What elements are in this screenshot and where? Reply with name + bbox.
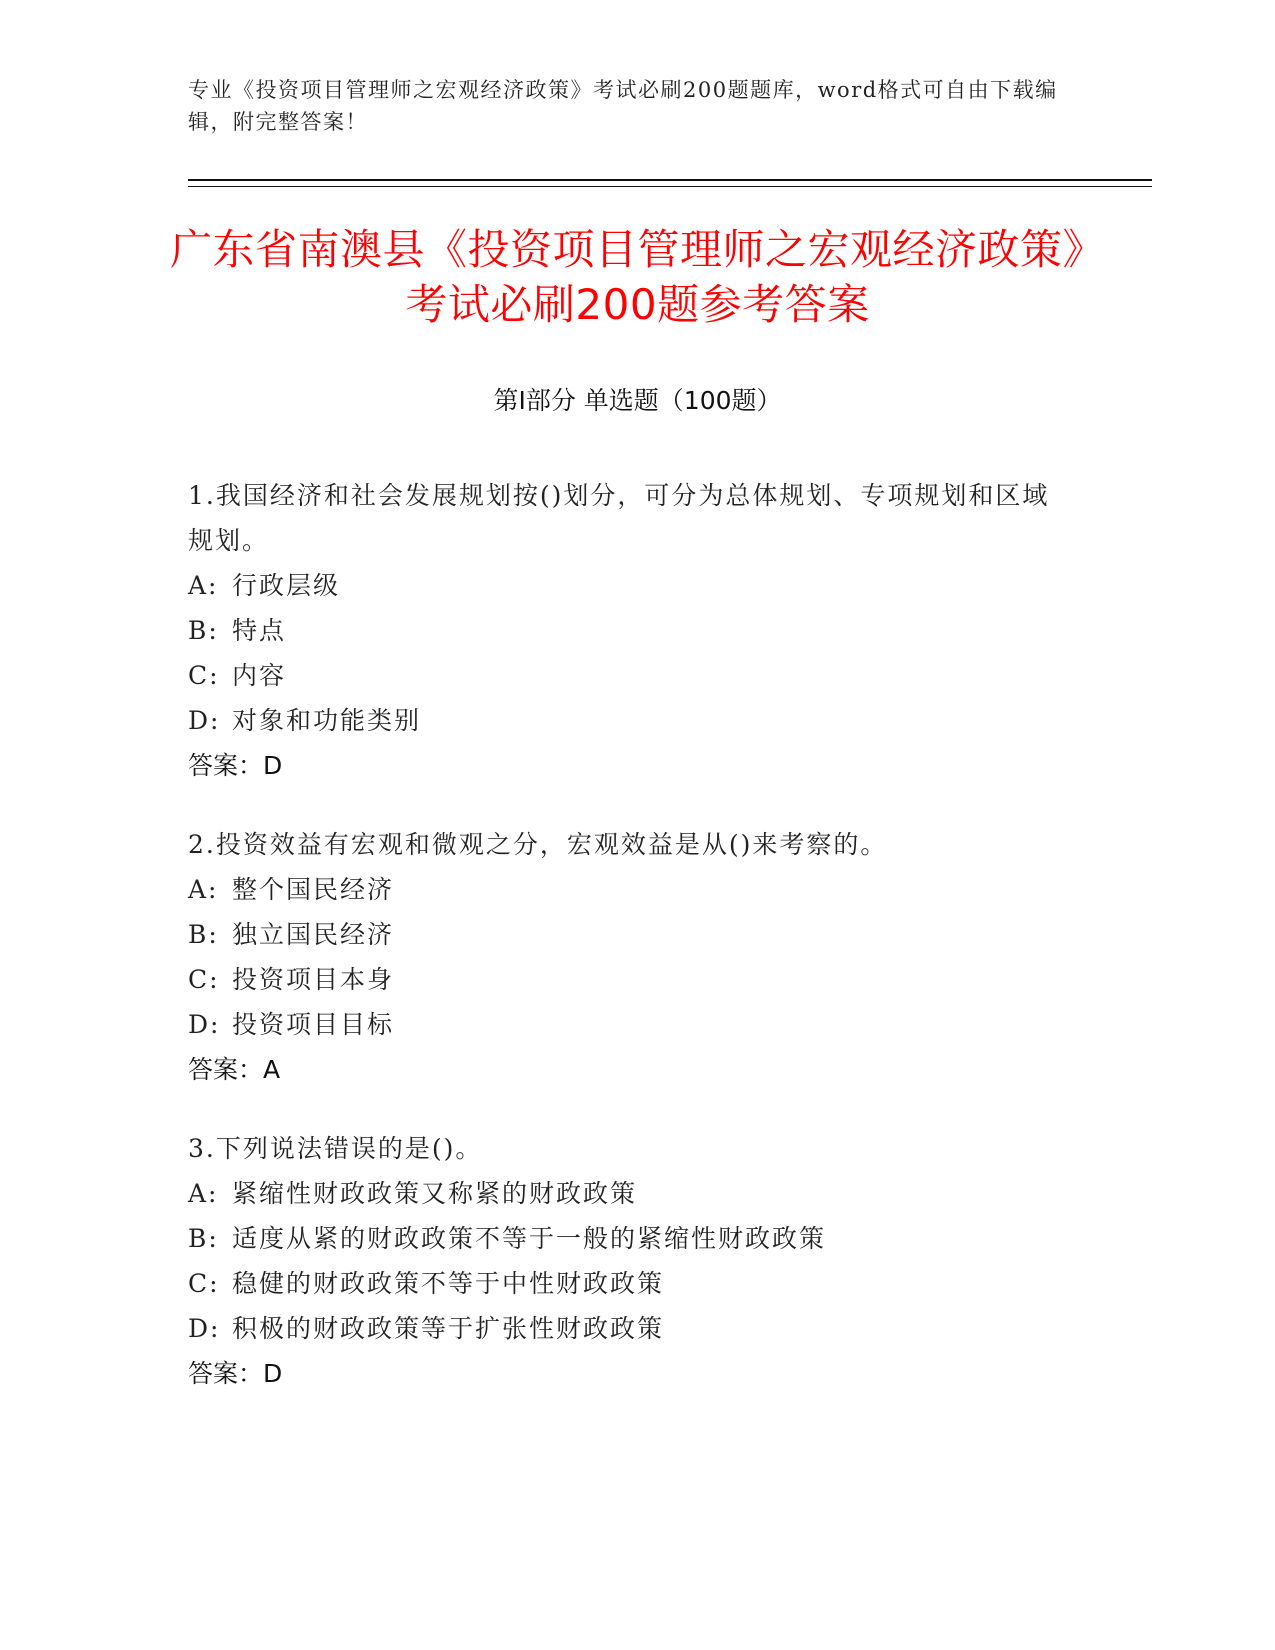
- option-text: 对象和功能类别: [232, 706, 422, 735]
- option-text: 紧缩性财政政策又称紧的财政政策: [232, 1179, 638, 1208]
- option-d: [188, 1306, 1068, 1351]
- option-a: [188, 563, 1068, 608]
- option-label: B:: [188, 920, 219, 949]
- option-text: 适度从紧的财政政策不等于一般的紧缩性财政政策: [232, 1224, 827, 1253]
- option-c: [188, 653, 1068, 698]
- option-label: C:: [188, 661, 220, 690]
- option-c: [188, 1261, 1068, 1306]
- option-a: [188, 867, 1068, 912]
- answer: 答案：D: [188, 751, 283, 780]
- option-a: [188, 1171, 1068, 1216]
- option-text: 特点: [232, 616, 287, 645]
- option-label: D:: [188, 706, 221, 735]
- option-c: [188, 957, 1068, 1002]
- option-d: [188, 1002, 1068, 1047]
- option-text: 内容: [232, 661, 287, 690]
- option-d: [188, 698, 1068, 743]
- option-label: A:: [188, 875, 219, 904]
- option-text: 行政层级: [232, 571, 341, 600]
- question-list: [188, 473, 1068, 1430]
- section-title: 第Ⅰ部分 单选题（100题）: [493, 386, 782, 415]
- question-text: 3.下列说法错误的是()。: [188, 1134, 483, 1163]
- option-text: 整个国民经济: [232, 875, 395, 904]
- question-text: 1.我国经济和社会发展规划按()划分，可分为总体规划、专项规划和区域规划。: [188, 481, 1050, 555]
- option-b: [188, 1216, 1068, 1261]
- header-note: 专业《投资项目管理师之宏观经济政策》考试必刷200题题库，word格式可自由下载编辑，附完整答案！: [188, 78, 1058, 134]
- header-divider-thin: [188, 186, 1152, 187]
- option-text: 独立国民经济: [232, 920, 395, 949]
- option-label: A:: [188, 1179, 219, 1208]
- question-2: [188, 822, 1068, 1093]
- option-label: B:: [188, 1224, 219, 1253]
- option-text: 投资项目本身: [232, 965, 395, 994]
- question-1: [188, 473, 1068, 789]
- option-b: [188, 608, 1068, 653]
- option-label: D:: [188, 1314, 221, 1343]
- option-text: 稳健的财政政策不等于中性财政政策: [232, 1269, 665, 1298]
- option-b: [188, 912, 1068, 957]
- option-label: A:: [188, 571, 219, 600]
- header-divider-thick: [188, 179, 1152, 181]
- answer: 答案：A: [188, 1055, 281, 1084]
- question-text: 2.投资效益有宏观和微观之分，宏观效益是从()来考察的。: [188, 830, 888, 859]
- option-label: C:: [188, 1269, 220, 1298]
- question-3: [188, 1126, 1068, 1397]
- option-text: 投资项目目标: [232, 1010, 395, 1039]
- answer: 答案：D: [188, 1359, 283, 1388]
- option-label: C:: [188, 965, 220, 994]
- option-label: B:: [188, 616, 219, 645]
- option-text: 积极的财政政策等于扩张性财政政策: [232, 1314, 665, 1343]
- option-label: D:: [188, 1010, 221, 1039]
- document-title: 广东省南澳县《投资项目管理师之宏观经济政策》考试必刷200题参考答案: [169, 225, 1105, 329]
